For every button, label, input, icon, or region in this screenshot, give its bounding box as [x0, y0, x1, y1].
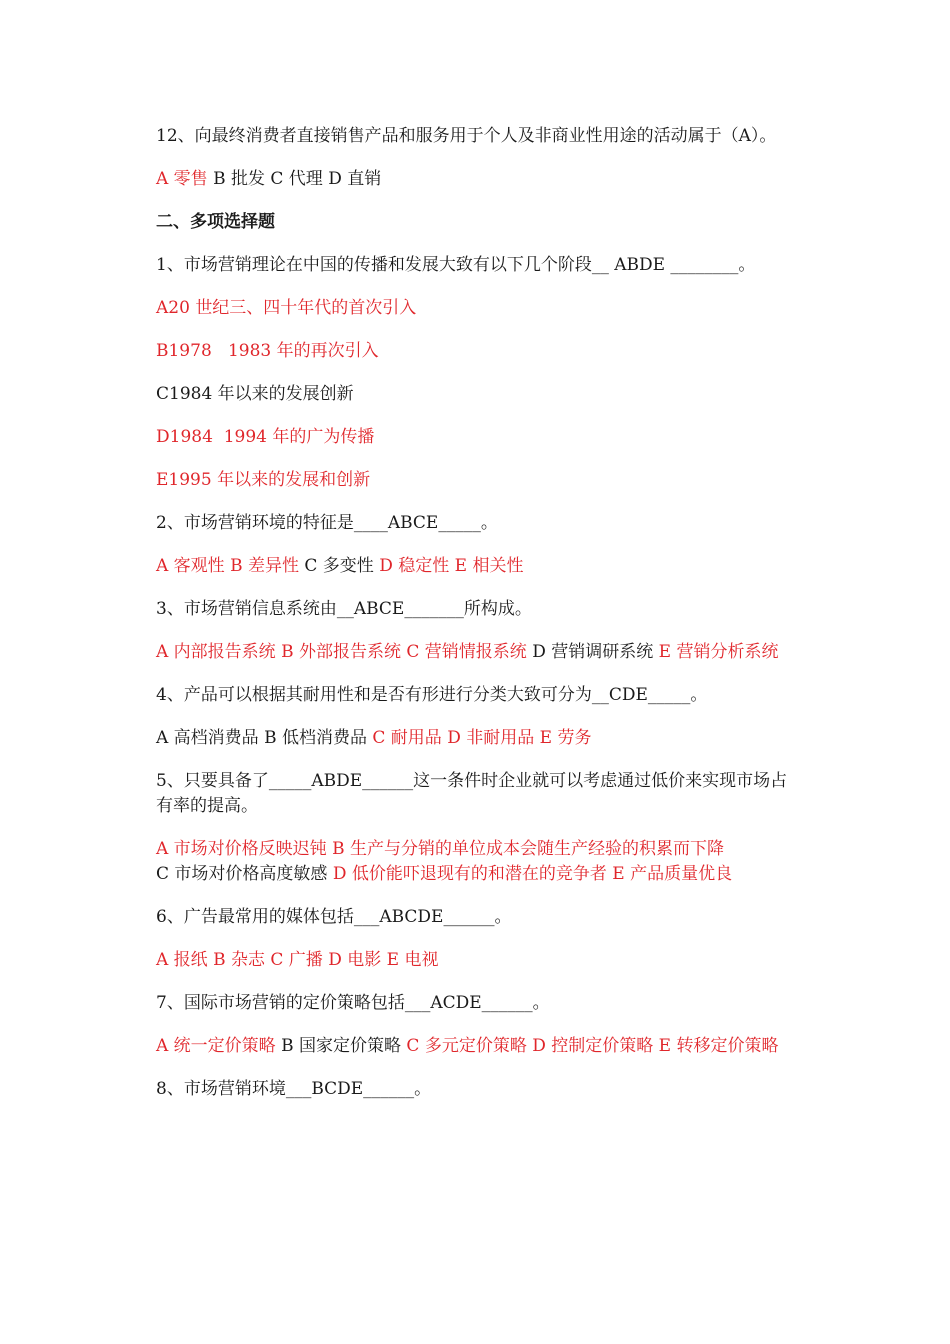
text-run: A 零售: [156, 169, 208, 189]
question-text: [156, 905, 796, 930]
question-text: [156, 991, 796, 1016]
text-run: C 多元定价策略 D 控制定价策略 E 转移定价策略: [406, 1036, 779, 1056]
text-run: 3、市场营销信息系统由__ABCE_______所构成。: [156, 599, 532, 619]
text-run: E1995 年以来的发展和创新: [156, 470, 371, 490]
answer-options: [156, 948, 796, 973]
text-run: B1978 1983 年的再次引入: [156, 341, 379, 361]
text-run: D 稳定性 E 相关性: [379, 556, 524, 576]
text-run: C 耐用品 D 非耐用品 E 劳务: [372, 728, 592, 748]
question-text: [156, 597, 796, 622]
text-run: C 多变性: [298, 556, 380, 576]
answer-options: [156, 296, 796, 321]
text-run: 8、市场营销环境___BCDE______。: [156, 1079, 432, 1099]
question-text: [156, 511, 796, 536]
text-run: A 内部报告系统 B 外部报告系统 C 营销情报系统: [156, 642, 527, 662]
question-text: [156, 769, 796, 819]
text-run: 4、产品可以根据其耐用性和是否有形进行分类大致可分为__CDE_____。: [156, 685, 708, 705]
answer-options: [156, 382, 796, 407]
text-run: B 批发 C 代理 D 直销: [207, 169, 382, 189]
text-run: 6、广告最常用的媒体包括___ABCDE______。: [156, 907, 512, 927]
text-run: C1984 年以来的发展创新: [156, 384, 354, 404]
answer-options: [156, 468, 796, 493]
question-text: [156, 124, 796, 149]
text-run: A 报纸 B 杂志 C 广播 D 电影 E 电视: [156, 950, 439, 970]
text-run: 12、向最终消费者直接销售产品和服务用于个人及非商业性用途的活动属于（A）。: [156, 126, 777, 146]
text-run: D1984 1994 年的广为传播: [156, 427, 375, 447]
text-run: E 营销分析系统: [658, 642, 779, 662]
text-run: 7、国际市场营销的定价策略包括___ACDE______。: [156, 993, 550, 1013]
section-heading: [156, 210, 796, 235]
answer-options: [156, 167, 796, 192]
text-run: A 市场对价格反映迟钝 B 生产与分销的单位成本会随生产经验的积累而下降: [156, 839, 724, 859]
question-text: [156, 253, 796, 278]
text-run: D 低价能吓退现有的和潜在的竞争者 E 产品质量优良: [332, 864, 733, 884]
text-run: A 高档消费品 B 低档消费品: [156, 728, 373, 748]
text-run: B 国家定价策略: [275, 1036, 407, 1056]
answer-options: [156, 554, 796, 579]
answer-options: [156, 1034, 796, 1059]
text-run: 5、只要具备了_____ABDE______这一条件时企业就可以考虑通过低价来实现市场占有率的提高。: [156, 771, 788, 816]
question-text: [156, 683, 796, 708]
text-run: 二、多项选择题: [156, 212, 275, 232]
answer-options: [156, 726, 796, 751]
text-run: 1、市场营销理论在中国的传播和发展大致有以下几个阶段__ ABDE ________。: [156, 255, 756, 275]
text-run: 2、市场营销环境的特征是____ABCE_____。: [156, 513, 498, 533]
text-run: A20 世纪三、四十年代的首次引入: [156, 298, 417, 318]
text-run: D 营销调研系统: [526, 642, 659, 662]
text-run: C 市场对价格高度敏感: [156, 864, 333, 884]
answer-options: [156, 425, 796, 450]
answer-options: [156, 837, 796, 887]
document-page: [156, 124, 796, 1120]
answer-options: [156, 339, 796, 364]
question-text: [156, 1077, 796, 1102]
text-run: A 统一定价策略: [156, 1036, 276, 1056]
text-run: A 客观性 B 差异性: [156, 556, 299, 576]
answer-options: [156, 640, 796, 665]
